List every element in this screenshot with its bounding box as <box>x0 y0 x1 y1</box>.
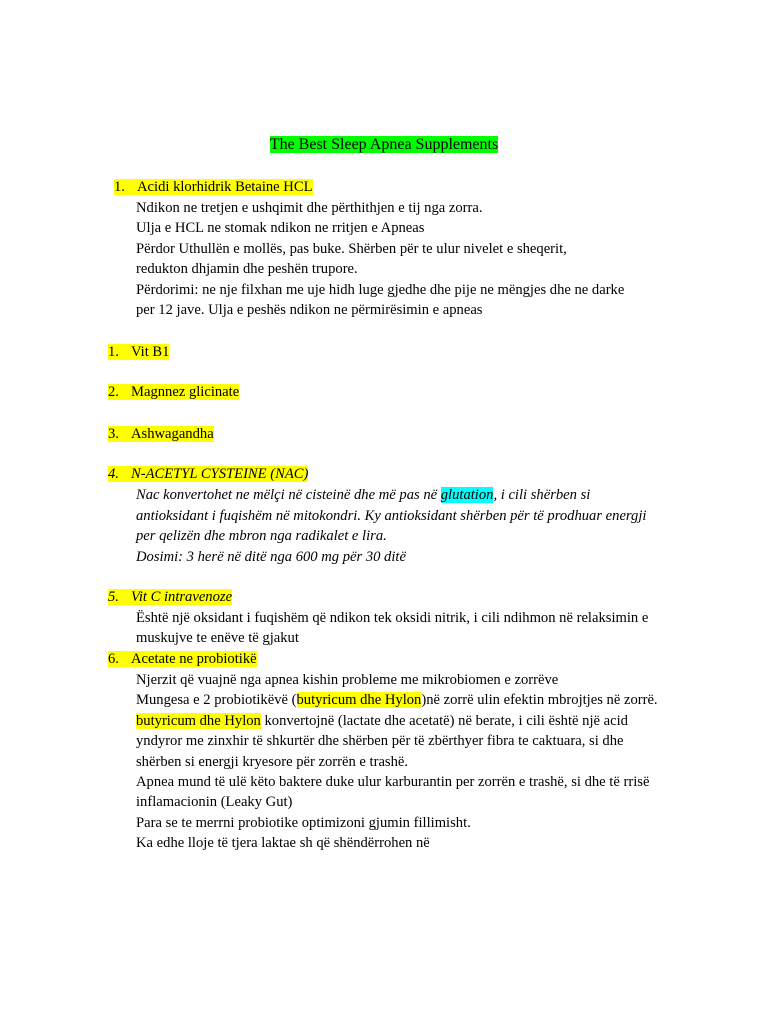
paragraph-line: inflamacionin (Leaky Gut) <box>136 794 293 810</box>
list-item-heading: 1. Vit B1 <box>108 344 170 360</box>
highlighted-term: butyricum dhe Hylon <box>136 713 261 729</box>
paragraph-line: yndyror me zinxhir të shkurtër dhe shërben për të zbërthyer fibra te caktuara, si dhe <box>136 733 624 749</box>
paragraph-line: Mungesa e 2 probiotikëvë (butyricum dhe Hylon)në zorrë ulin efektin mbrojtjes në zorrë. <box>136 692 658 708</box>
paragraph-line: Përdor Uthullën e mollës, pas buke. Shërben për te ulur nivelet e sheqerit, <box>136 241 567 257</box>
list-item-heading: 6. Acetate ne probiotikë <box>108 651 257 667</box>
document-title-block <box>0 135 768 155</box>
paragraph-line: Apnea mund të ulë këto baktere duke ulur karburantin per zorrën e trashë, si dhe të rrisë <box>136 774 650 790</box>
paragraph-line: per qelizën dhe mbron nga radikalet e lira. <box>136 528 387 544</box>
highlighted-term: butyricum dhe Hylon <box>296 692 422 708</box>
paragraph-line: Ka edhe lloje të tjera laktae sh që shëndërrohen në <box>136 835 430 851</box>
paragraph-line: Ulja e HCL ne stomak ndikon ne rritjen e Apneas <box>136 220 425 236</box>
list-item-heading: 2. Magnnez glicinate <box>108 384 240 400</box>
paragraph-line: Para se te merrni probiotike optimizoni gjumin fillimisht. <box>136 815 471 831</box>
list-item-heading: 3. Ashwagandha <box>108 426 214 442</box>
paragraph-line: Është një oksidant i fuqishëm që ndikon tek oksidi nitrik, i cili ndihmon në relaksimin e <box>136 610 649 626</box>
paragraph-line: butyricum dhe Hylon konvertojnë (lactate dhe acetatë) në berate, i cili është një acid <box>136 713 628 729</box>
paragraph-line: per 12 jave. Ulja e peshës ndikon ne përmirësimin e apneas <box>136 302 483 318</box>
paragraph-line: Përdorimi: ne nje filxhan me uje hidh luge gjedhe dhe pije ne mëngjes dhe ne darke <box>136 282 625 298</box>
paragraph-line: Njerzit që vuajnë nga apnea kishin probleme me mikrobiomen e zorrëve <box>136 672 559 688</box>
paragraph-line: muskujve te enëve të gjakut <box>136 630 299 646</box>
list-item-heading: 1. Acidi klorhidrik Betaine HCL <box>114 179 313 195</box>
paragraph-line: Ndikon ne tretjen e ushqimit dhe përthithjen e tij nga zorra. <box>136 200 483 216</box>
paragraph-line: shërben si energji kryesore për zorrën e trashë. <box>136 754 409 770</box>
highlighted-term: glutation <box>440 487 494 503</box>
list-item-heading: 4. N-ACETYL CYSTEINE (NAC) <box>108 466 309 482</box>
paragraph-line: redukton dhjamin dhe peshën trupore. <box>136 261 358 277</box>
paragraph-line: antioksidant i fuqishëm në mitokondri. Ky antioksidant shërben për të prodhuar energji <box>136 508 647 524</box>
list-item-heading: 5. Vit C intravenoze <box>108 589 233 605</box>
paragraph-line: Nac konvertohet ne mëlçi në cisteinë dhe më pas në glutation, i cili shërben si <box>136 487 591 503</box>
paragraph-line: Dosimi: 3 herë në ditë nga 600 mg për 30 ditë <box>136 549 406 565</box>
document-title: The Best Sleep Apnea Supplements <box>269 136 499 153</box>
